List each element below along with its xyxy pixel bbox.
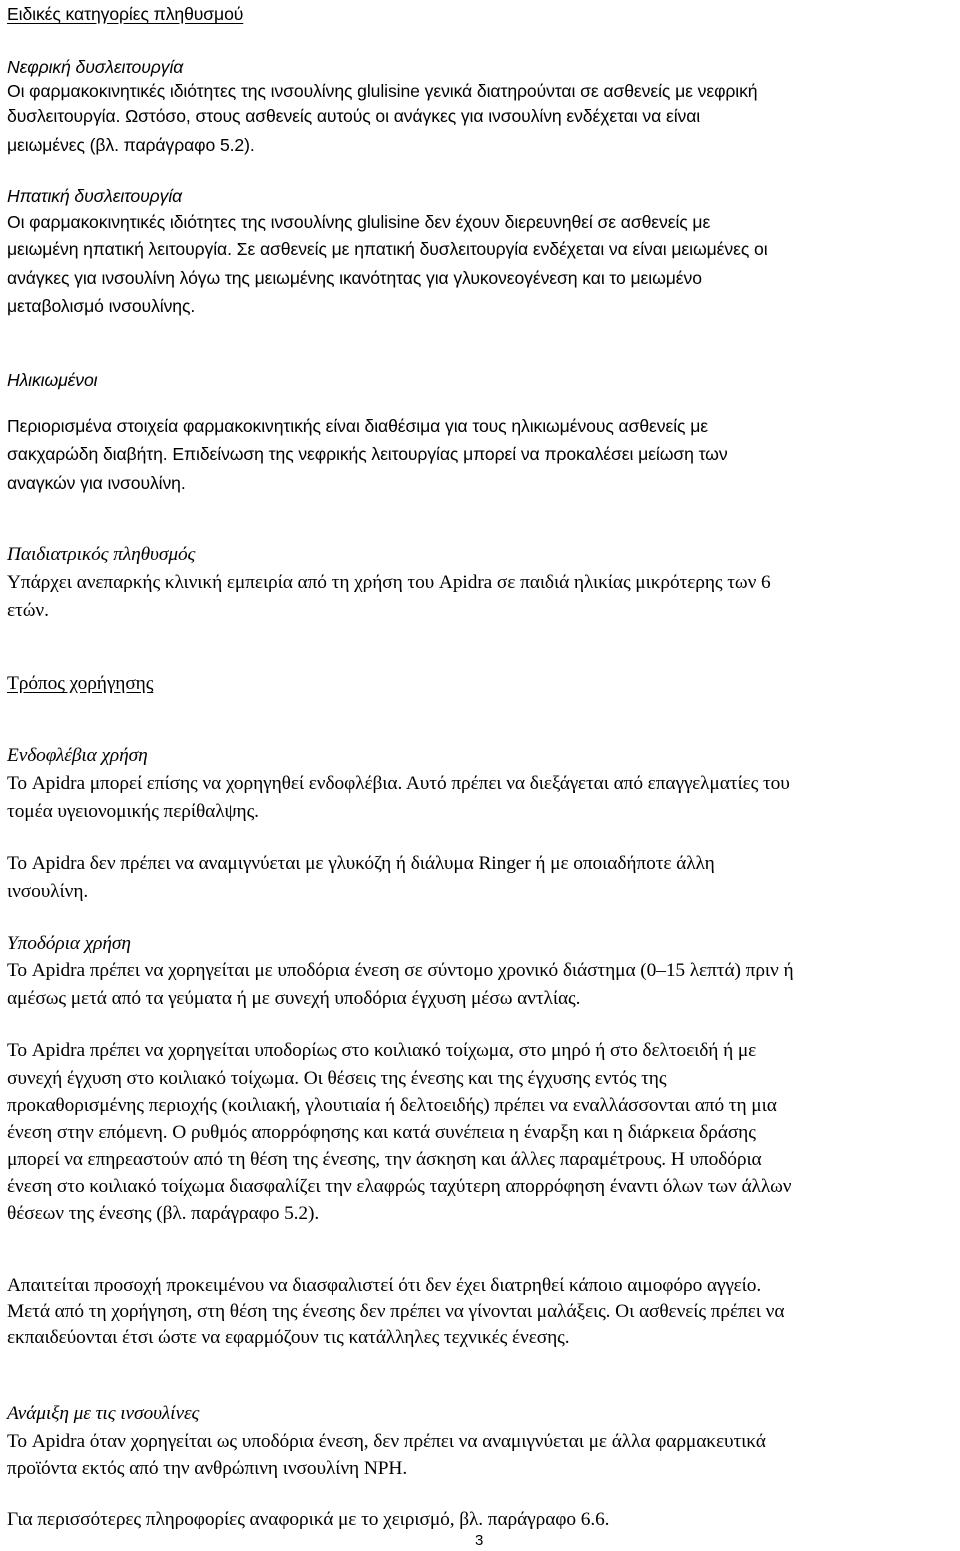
- subcutaneous-text-line: θέσεων της ένεσης (βλ. παράγραφο 5.2).: [7, 1203, 320, 1224]
- subcutaneous-text-line: ένεση στο κοιλιακό τοίχωμα διασφαλίζει την ελαφρώς ταχύτερη απορρόφηση έναντι όλων των άλλων: [7, 1176, 792, 1197]
- page-number: 3: [475, 1532, 484, 1549]
- renal-impairment-heading: Νεφρική δυσλειτουργία: [7, 57, 184, 77]
- administration-heading: Τρόπος χορήγησης: [7, 673, 154, 694]
- elderly-text-line: Περιορισμένα στοιχεία φαρμακοκινητικής είναι διαθέσιμα για τους ηλικιωμένους ασθενείς με: [7, 416, 708, 436]
- intravenous-text-line: ινσουλίνη.: [7, 881, 89, 902]
- subcutaneous-text-line: εκπαιδεύονται έτσι ώστε να εφαρμόζουν τις κατάλληλες τεχνικές ένεσης.: [7, 1327, 570, 1348]
- hepatic-text-line: μεταβολισμό ινσουλίνης.: [7, 296, 196, 316]
- subcutaneous-text-line: Το Apidra πρέπει να χορηγείται υποδορίως στο κοιλιακό τοίχωμα, στο μηρό ή στο δελτοειδή ή με: [7, 1040, 757, 1061]
- renal-text-line: δυσλειτουργία. Ωστόσο, στους ασθενείς αυτούς οι ανάγκες για ινσουλίνη ενδέχεται να είναι: [7, 106, 701, 126]
- special-populations-heading: Ειδικές κατηγορίες πληθυσμού: [7, 4, 244, 24]
- elderly-heading: Ηλικιωμένοι: [7, 370, 98, 390]
- intravenous-text-line: τομέα υγειονομικής περίθαλψης.: [7, 801, 259, 822]
- renal-text-line: μειωμένες (βλ. παράγραφο 5.2).: [7, 135, 255, 155]
- handling-note: Για περισσότερες πληροφορίες αναφορικά με το χειρισμό, βλ. παράγραφο 6.6.: [7, 1509, 610, 1530]
- subcutaneous-text-line: συνεχή έγχυση στο κοιλιακό τοίχωμα. Οι θέσεις της ένεσης και της έγχυσης εντός της: [7, 1068, 667, 1089]
- intravenous-text-line: Το Apidra δεν πρέπει να αναμιγνύεται με γλυκόζη ή διάλυμα Ringer ή με οποιαδήποτε άλλη: [7, 853, 715, 874]
- renal-text-line: Οι φαρμακοκινητικές ιδιότητες της ινσουλίνης glulisine γενικά διατηρούνται σε ασθενείς με νεφρική: [7, 81, 758, 101]
- mixing-text-line: Το Apidra όταν χορηγείται ως υποδόρια ένεση, δεν πρέπει να αναμιγνύεται με άλλα φαρμακευτικά: [7, 1431, 766, 1452]
- intravenous-heading: Ενδοφλέβια χρήση: [7, 745, 148, 766]
- subcutaneous-text-line: Μετά από τη χορήγηση, στη θέση της ένεσης δεν πρέπει να γίνονται μαλάξεις. Οι ασθενείς πρέπει να: [7, 1301, 785, 1322]
- pediatric-heading: Παιδιατρικός πληθυσμός: [7, 544, 196, 565]
- pediatric-text-line: ετών.: [7, 600, 49, 621]
- subcutaneous-text-line: προκαθορισμένης περιοχής (κοιλιακή, γλουτιαία ή δελτοειδής) πρέπει να εναλλάσσονται από τη μια: [7, 1095, 777, 1116]
- subcutaneous-text-line: ένεση στην επόμενη. Ο ρυθμός απορρόφησης και κατά συνέπεια η έναρξη και η διάρκεια δράσης: [7, 1122, 756, 1143]
- pediatric-text-line: Υπάρχει ανεπαρκής κλινική εμπειρία από τη χρήση του Apidra σε παιδιά ηλικίας μικρότερης των 6: [7, 572, 771, 593]
- elderly-text-line: αναγκών για ινσουλίνη.: [7, 473, 186, 493]
- subcutaneous-text-line: μπορεί να επηρεαστούν από τη θέση της ένεσης, την άσκηση και άλλες παραμέτρους. Η υποδόρια: [7, 1149, 762, 1170]
- elderly-text-line: σακχαρώδη διαβήτη. Επιδείνωση της νεφρικής λειτουργίας μπορεί να προκαλέσει μείωση των: [7, 444, 728, 464]
- hepatic-impairment-heading: Ηπατική δυσλειτουργία: [7, 186, 183, 206]
- intravenous-text-line: Το Apidra μπορεί επίσης να χορηγηθεί ενδοφλέβια. Αυτό πρέπει να διεξάγεται από επαγγελματίες του: [7, 773, 790, 794]
- mixing-heading: Ανάμιξη με τις ινσουλίνες: [7, 1403, 200, 1424]
- subcutaneous-text-line: αμέσως μετά από τα γεύματα ή με συνεχή υποδόρια έγχυση μέσω αντλίας.: [7, 988, 581, 1009]
- subcutaneous-text-line: Απαιτείται προσοχή προκειμένου να διασφαλιστεί ότι δεν έχει διατρηθεί κάποιο αιμοφόρο αγγείο.: [7, 1275, 762, 1296]
- hepatic-text-line: ανάγκες για ινσουλίνη λόγω της μειωμένης ικανότητας για γλυκονεογένεση και το μειωμένο: [7, 268, 702, 288]
- subcutaneous-heading: Υποδόρια χρήση: [7, 933, 131, 954]
- hepatic-text-line: Οι φαρμακοκινητικές ιδιότητες της ινσουλίνης glulisine δεν έχουν διερευνηθεί σε ασθενείς με: [7, 212, 711, 232]
- hepatic-text-line: μειωμένη ηπατική λειτουργία. Σε ασθενείς με ηπατική δυσλειτουργία ενδέχεται να είναι μειωμένες οι: [7, 239, 768, 259]
- subcutaneous-text-line: Το Apidra πρέπει να χορηγείται με υποδόρια ένεση σε σύντομο χρονικό διάστημα (0–15 λεπτά) πριν ή: [7, 960, 794, 981]
- mixing-text-line: προϊόντα εκτός από την ανθρώπινη ινσουλίνη NPH.: [7, 1458, 408, 1479]
